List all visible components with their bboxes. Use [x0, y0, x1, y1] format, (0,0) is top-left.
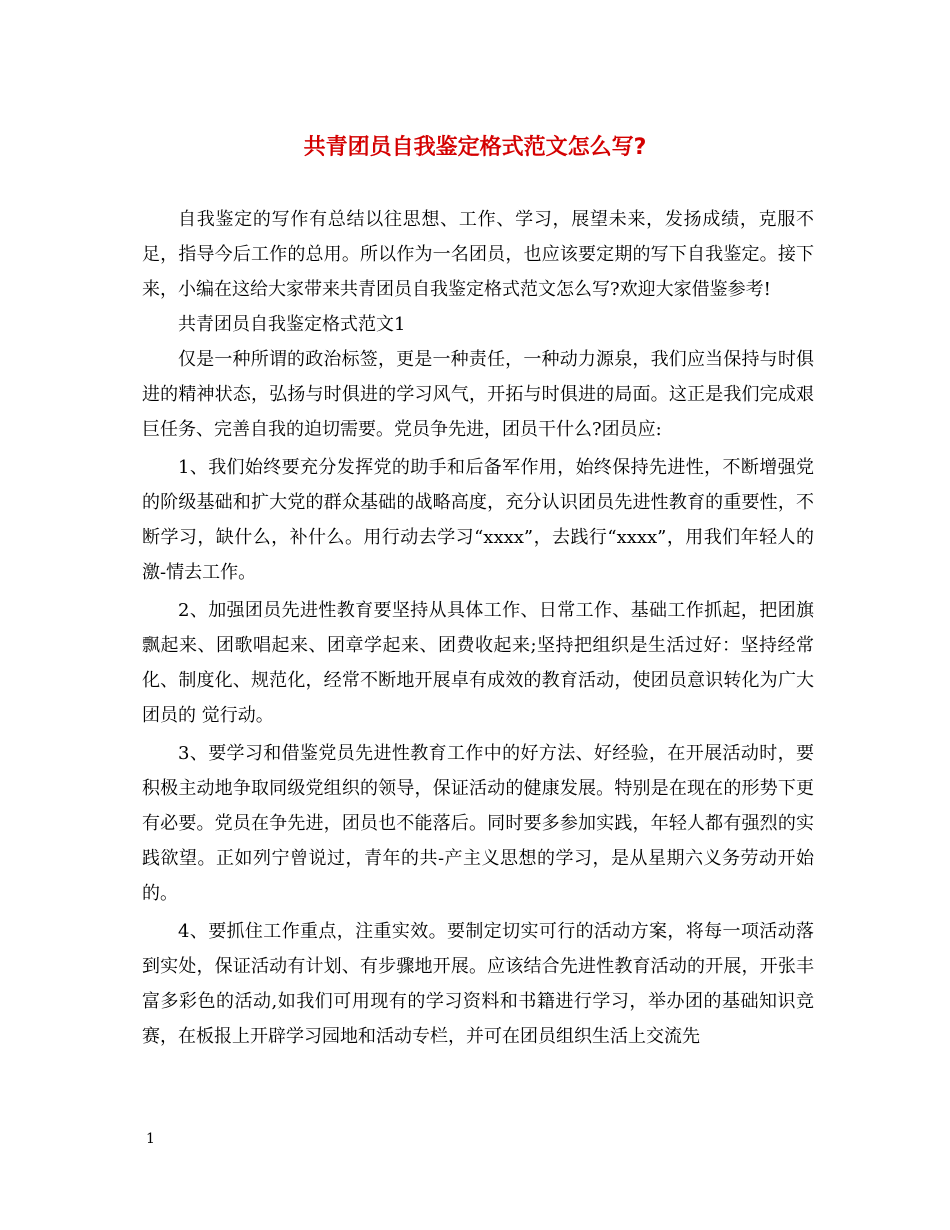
list-item-2: 2、加强团员先进性教育要坚持从具体工作、日常工作、基础工作抓起，把团旗飘起来、团歌唱起来、团章学起来、团费收起来;坚持把组织是生活过好：坚持经常化、制度化、规范化，经常不断地开展卓有成效的教育活动，使团员意识转化为广大团员的 觉行动。 — [142, 600, 814, 726]
document-body — [142, 202, 814, 1054]
page-number: 1 — [146, 1131, 155, 1147]
body-paragraph: 仅是一种所谓的政治标签，更是一种责任，一种动力源泉，我们应当保持与时俱进的精神状态，弘扬与时俱进的学习风气，开拓与时俱进的局面。这正是我们完成艰巨任务、完善自我的迫切需要。党员争先进，团员干什么?团员应: — [142, 349, 814, 440]
list-item-1: 1、我们始终要充分发挥党的助手和后备军作用，始终保持先进性，不断增强党的阶级基础和扩大党的群众基础的战略高度，充分认识团员先进性教育的重要性，不断学习，缺什么，补什么。用行动去学习“xxxx”，去践行“xxxx”，用我们年轻人的激-情去工作。 — [142, 457, 814, 583]
document-title: 共青团员自我鉴定格式范文怎么写? — [303, 135, 647, 160]
intro-paragraph: 自我鉴定的写作有总结以往思想、工作、学习，展望未来，发扬成绩，克服不足，指导今后工作的总用。所以作为一名团员，也应该要定期的写下自我鉴定。接下来，小编在这给大家带来共青团员自我鉴定格式范文怎么写?欢迎大家借鉴参考! — [142, 209, 814, 300]
list-item-4: 4、要抓住工作重点，注重实效。要制定切实可行的活动方案，将每一项活动落到实处，保证活动有计划、有步骤地开展。应该结合先进性教育活动的开展，开张丰富多彩色的活动,如我们可用现有的学习资料和书籍进行学习，举办团的基础知识竞赛，在板报上开辟学习园地和活动专栏，并可在团员组织生活上交流先 — [142, 921, 814, 1047]
list-item-3: 3、要学习和借鉴党员先进性教育工作中的好方法、好经验，在开展活动时，要积极主动地争取同级党组织的领导，保证活动的健康发展。特别是在现在的形势下更有必要。党员在争先进，团员也不能落后。同时要多参加实践，年轻人都有强烈的实践欲望。正如列宁曾说过，青年的共-产主义思想的学习，是从星期六义务劳动开始的。 — [142, 743, 814, 904]
section-heading: 共青团员自我鉴定格式范文1 — [178, 314, 406, 335]
